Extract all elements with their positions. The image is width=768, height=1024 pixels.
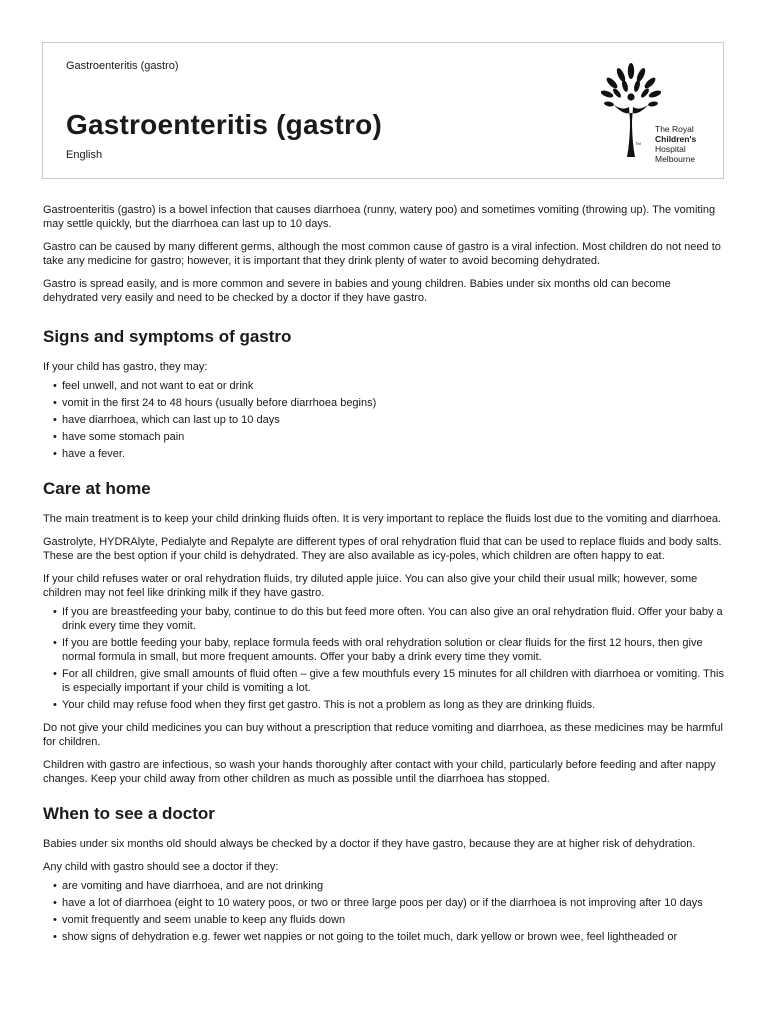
breadcrumb: Gastroenteritis (gastro) [66,60,179,72]
document-body [43,203,725,953]
page-title: Gastroenteritis (gastro) [66,109,382,140]
list-item: • feel unwell, and not want to eat or drink [53,379,725,393]
list-item: • If you are breastfeeding your baby, continue to do this but feed more often. You can also give an oral rehydration fluid. Offer your baby a drink every time they vomit. [53,605,725,633]
document-header [42,42,724,179]
list-item: • have diarrhoea, which can last up to 10 days [53,413,725,427]
list-item: • vomit frequently and seem unable to keep any fluids down [53,913,725,927]
section-heading-doctor: When to see a doctor [43,804,215,823]
signs-list [43,379,725,461]
list-item: • are vomiting and have diarrhoea, and are not drinking [53,879,725,893]
care-paragraph: The main treatment is to keep your child drinking fluids often. It is very important to replace the fluids lost due to the vomiting and diarrhoea. [43,513,722,525]
list-item: • If you are bottle feeding your baby, replace formula feeds with oral rehydration solution or clear fluids for the first 12 hours, then give normal formula in small, but more frequent amounts. Offer your baby a drink every time they vomit. [53,636,725,664]
care-paragraph: Do not give your child medicines you can buy without a prescription that reduce vomiting and diarrhoea, as these medicines may be harmful for children. [43,722,723,748]
care-paragraph: If your child refuses water or oral rehydration fluids, try diluted apple juice. You can also give your child their usual milk; however, some children may not feel like drinking milk if they have gastro. [43,573,698,599]
doctor-paragraph: Any child with gastro should see a doctor if they: [43,861,279,873]
intro-paragraph: Gastro can be caused by many different germs, although the most common cause of gastro is a viral infection. Most children do not need to take any medicine for gastro; however, it is important that they drink plenty of water to avoid becoming dehydrated. [43,241,721,267]
care-paragraph: Children with gastro are infectious, so wash your hands thoroughly after contact with your child, particularly before feeding and after nappy changes. Keep your child away from other children as much as possible until the diarrhoea has stopped. [43,759,716,785]
logo-text [655,124,696,164]
section-heading-signs: Signs and symptoms of gastro [43,327,292,346]
logo-line: Melbourne [655,154,696,164]
signs-lead: If your child has gastro, they may: [43,361,208,373]
rch-logo [601,61,711,165]
list-item: • Your child may refuse food when they first get gastro. This is not a problem as long as they are drinking fluids. [53,698,725,712]
language-label: English [66,149,103,161]
doctor-list [43,879,725,944]
list-item: • show signs of dehydration e.g. fewer wet nappies or not going to the toilet much, dark yellow or brown wee, feel lightheaded or [53,930,725,944]
logo-line: The Royal [655,124,694,134]
list-item: • have some stomach pain [53,430,725,444]
logo-line: Hospital [655,144,686,154]
intro-paragraph: Gastroenteritis (gastro) is a bowel infection that causes diarrhoea (runny, watery poo) and sometimes vomiting (throwing up). The vomiting may settle quickly, but the diarrhoea can last up to 10 days. [43,204,716,230]
care-list [43,605,725,712]
trademark-mark: TM [635,141,641,146]
section-heading-care: Care at home [43,479,151,498]
doctor-paragraph: Babies under six months old should always be checked by a doctor if they have gastro, because they are at higher risk of dehydration. [43,838,696,850]
list-item: • have a fever. [53,447,725,461]
logo-line: Children's [655,134,697,144]
intro-paragraph: Gastro is spread easily, and is more common and severe in babies and young children. Babies under six months old can become dehydrated very easily and need to be checked by a doctor if they have gastro. [43,278,671,304]
list-item: • For all children, give small amounts of fluid often – give a few mouthfuls every 15 minutes for all children with diarrhoea or vomiting. This is especially important if your child is vomiting a lot. [53,667,725,695]
tree-icon [601,61,661,161]
care-paragraph: Gastrolyte, HYDRAlyte, Pedialyte and Repalyte are different types of oral rehydration fluid that can be used to replace fluids and body salts. These are the best option if your child is dehydrated. They are also available as icy-poles, which children are often happy to eat. [43,536,722,562]
list-item: • have a lot of diarrhoea (eight to 10 watery poos, or two or three large poos per day) or if the diarrhoea is not improving after 10 days [53,896,725,910]
list-item: • vomit in the first 24 to 48 hours (usually before diarrhoea begins) [53,396,725,410]
